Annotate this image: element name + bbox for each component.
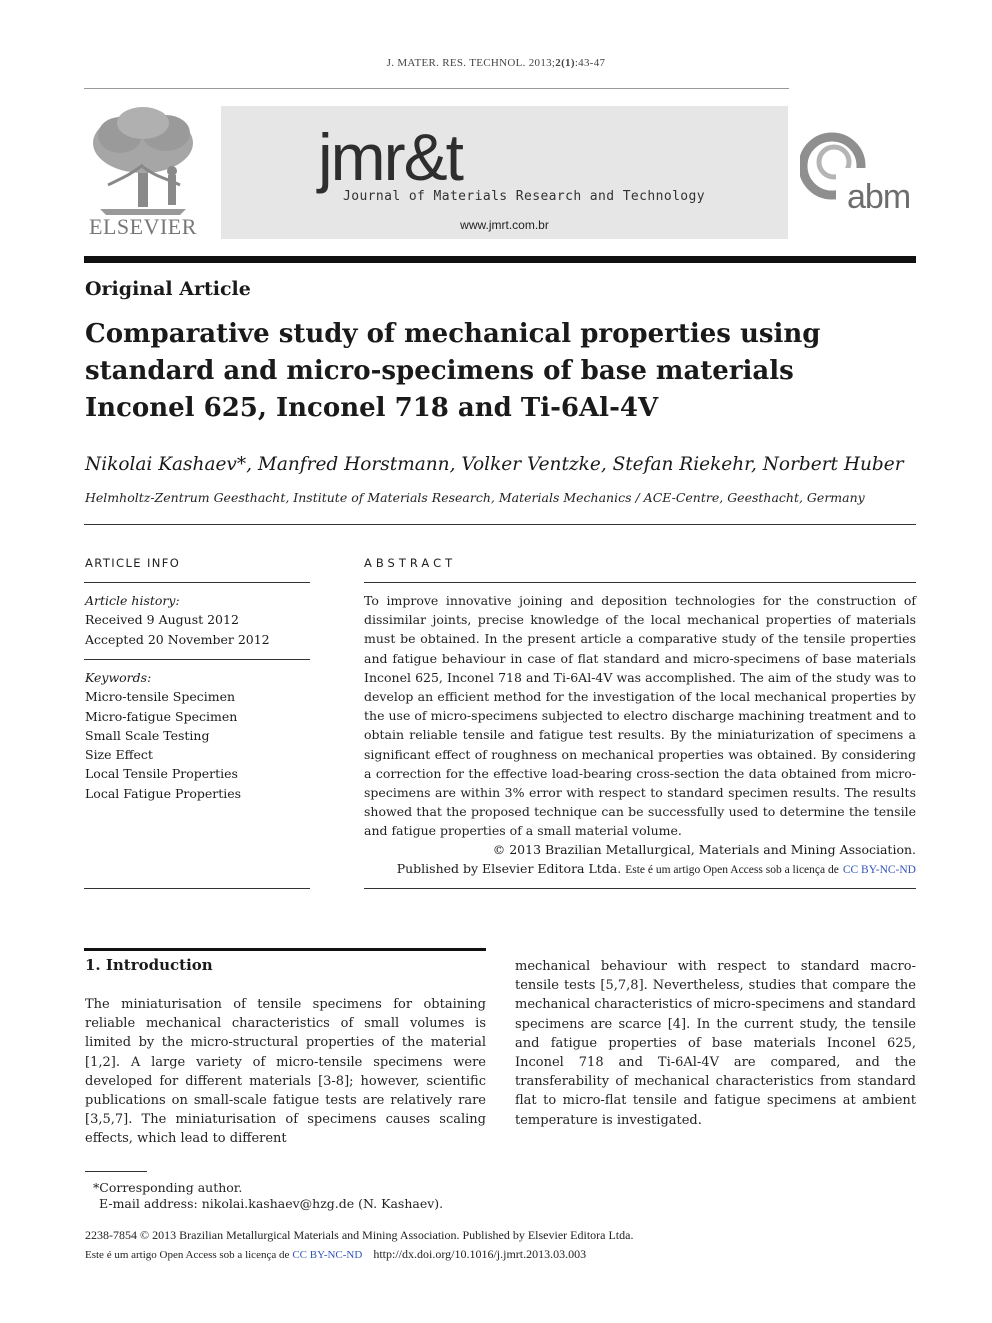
title-line: standard and micro-specimens of base materials [85,356,794,386]
abstract-bottom-rule [364,888,916,889]
license-text: Este é um artigo Open Access sob a licença de [625,864,839,876]
abstract-license [364,859,916,880]
title-line: Inconel 625, Inconel 718 and Ti-6Al-4V [85,393,659,423]
keyword: Local Tensile Properties [85,766,238,782]
section-heading: 1. Introduction [85,956,213,974]
article-info-rule [84,582,310,583]
keyword: Micro-tensile Specimen [85,689,236,705]
journal-reference: J. MATER. RES. TECHNOL. 2013;2(1):43-47 [386,57,606,69]
published-by: Published by Elsevier Editora Ltda. [396,861,622,876]
license-link[interactable]: CC BY-NC-ND [842,864,916,876]
abstract-rule [364,582,916,583]
received-date: Received 9 August 2012 [85,612,239,628]
elsevier-logo [80,105,206,240]
affiliation: Helmholtz-Zentrum Geesthacht, Institute of Materials Research, Materials Mechanics / ACE-Centre, Geesthacht, Germany [85,490,865,505]
intro-left-column: The miniaturisation of tensile specimens for obtaining reliable mechanical characteristics of small volumes is limited by the micro-structural properties of the material [1,2]. A large variety of micro-tensile specimens were developed for different materials [3-8]; however, scientific publications on small-scale fatigue tests are relatively rare [3,5,7]. The miniaturisation of specimens causes scaling effects, which lead to different [85,997,486,1147]
footer-license-link[interactable]: CC BY-NC-ND [292,1249,363,1261]
article-info-bottom-rule [84,888,310,889]
journal-banner [221,106,788,239]
author-list: Nikolai Kashaev*, Manfred Horstmann, Volker Ventzke, Stefan Riekehr, Norbert Huber [85,454,904,475]
abstract-copyright: © 2013 Brazilian Metallurgical, Materials and Mining Association. [492,842,916,857]
keyword: Local Fatigue Properties [85,785,242,801]
footer-license [85,1245,586,1265]
header-thick-rule [84,256,916,263]
elsevier-wordmark: ELSEVIER [89,214,197,239]
keywords-label: Keywords: [85,670,152,685]
history-rule [84,659,310,660]
elsevier-tree-icon [80,105,206,217]
accepted-date: Accepted 20 November 2012 [85,631,270,647]
abstract-text: To improve innovative joining and deposition technologies for the construction of dissimilar joints, precise knowledge of the local mechanical properties of materials must be obtained. In the present article a comparative study of the tensile properties and fatigue behaviour in case of flat standard and micro-specimens of base materials Inconel 625, Inconel 718 and Ti-6Al-4V was accomplished. The aim of the study was to develop an efficient method for the investigation of the local mechanical properties by the use of micro-specimens subjected to electro discharge machining treatment and to obtain reliable tensile and fatigue test results. By the miniaturization of specimens a significant effect of roughness on mechanical properties was obtained. By considering a correction for the effective load-bearing cross-section the data obtained from micro-specimens are within 3% error with respect to standard specimen results. The results showed that the proposed technique can be successfully used to determine the tensile and fatigue properties of a small material volume. [364,593,916,839]
keyword: Micro-fatigue Specimen [85,708,238,724]
issn-line: 2238-7854 © 2013 Brazilian Metallurgical Materials and Mining Association. Published by Elsevier Editora Ltda. [85,1228,634,1242]
journal-name: Journal of Materials Research and Technology [343,189,705,204]
title-bottom-rule [84,524,916,525]
corresponding-author: *Corresponding author. [93,1180,243,1195]
article-info-label: ARTICLE INFO [85,556,181,570]
abm-logo [800,126,920,221]
keywords [85,668,311,803]
banner-top-rule [84,88,789,89]
footnote-rule [85,1171,147,1172]
article-type: Original Article [85,278,251,300]
intro-rule [84,948,486,951]
doi-link[interactable]: http://dx.doi.org/10.1016/j.jmrt.2013.03.003 [373,1247,587,1261]
intro-right-column: mechanical behaviour with respect to standard macro-tensile tests [5,7,8]. Nevertheless, studies that compare the mechanical characteristics of micro-specimens and standard specimens are scarce [4]. In the current study, the tensile and fatigue properties of base materials Inconel 625, Inconel 718 and Ti-6Al-4V are compared, and the transferability of mechanical characteristics from standard flat to micro-flat tensile and fatigue specimens at ambient temperature is investigated. [515,959,916,1128]
abm-wordmark: abm [847,178,911,216]
journal-logo: jmr&t [318,120,462,194]
journal-url[interactable]: www.jmrt.com.br [460,218,549,232]
keyword: Small Scale Testing [85,727,210,743]
article-history [85,591,311,649]
article-title [85,316,905,427]
title-line: Comparative study of mechanical properties using [85,319,821,349]
footer-license-text: Este é um artigo Open Access sob a licença de [85,1249,290,1261]
keyword: Size Effect [85,747,153,763]
abstract-label: ABSTRACT [364,556,457,570]
author-email: E-mail address: nikolai.kashaev@hzg.de (N. Kashaev). [99,1196,444,1211]
history-label: Article history: [85,593,180,608]
